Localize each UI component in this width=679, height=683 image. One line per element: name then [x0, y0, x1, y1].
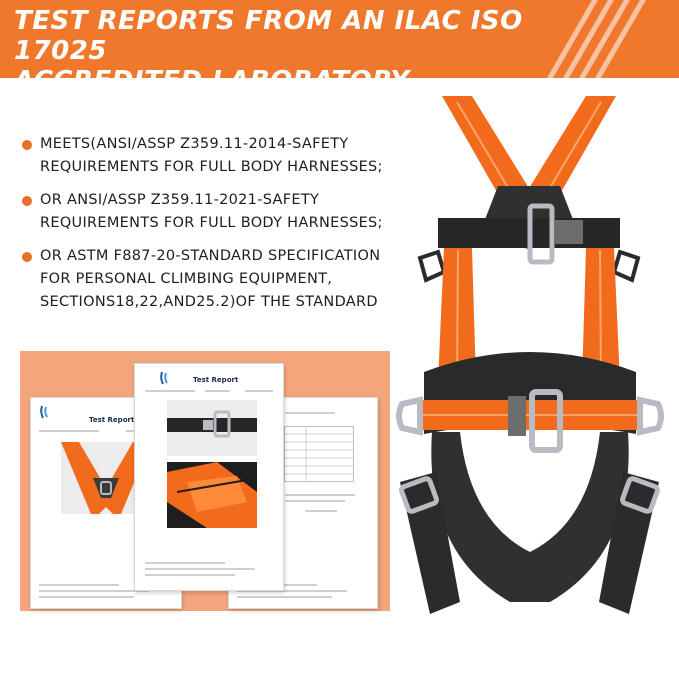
lab-logo-icon: [39, 404, 53, 420]
requirement-item: [22, 189, 422, 235]
text-line: [39, 590, 149, 592]
banner-title-line2: ACCREDITED LABORATORY: [14, 66, 410, 96]
text-line: [237, 596, 332, 598]
bullet-dot-icon: [22, 140, 32, 150]
text-line: [39, 430, 99, 432]
full-body-harness-image: [380, 82, 679, 682]
report-title: Test Report: [193, 376, 239, 384]
requirement-line: FOR PERSONAL CLIMBING EQUIPMENT,: [40, 271, 333, 287]
text-line: [145, 574, 235, 576]
side-d-ring-icon: [640, 400, 661, 432]
requirement-line: OR ASTM F887-20-STANDARD SPECIFICATION: [40, 248, 381, 264]
d-ring-icon: [420, 252, 444, 280]
text-line: [205, 390, 230, 392]
requirement-line: REQUIREMENTS FOR FULL BODY HARNESSES;: [40, 159, 383, 175]
bullet-dot-icon: [22, 196, 32, 206]
side-d-ring-icon: [399, 400, 420, 432]
test-report-document-center: [134, 363, 284, 591]
text-line: [305, 510, 337, 512]
text-line: [39, 584, 119, 586]
requirements-list: [22, 133, 422, 324]
header-banner: [0, 0, 679, 96]
requirement-line: REQUIREMENTS FOR FULL BODY HARNESSES;: [40, 215, 383, 231]
banner-title-line1: TEST REPORTS FROM AN ILAC ISO 17025: [14, 6, 523, 66]
requirement-item: [22, 133, 422, 179]
d-ring-icon: [614, 252, 638, 280]
text-line: [285, 494, 355, 496]
requirement-line: SECTIONS18,22,AND25.2)OF THE STANDARD: [40, 294, 378, 310]
requirement-line: OR ANSI/ASSP Z359.11-2021-SAFETY: [40, 192, 320, 208]
text-line: [145, 568, 255, 570]
lab-logo-icon: [159, 370, 173, 386]
results-table: [284, 426, 354, 482]
text-line: [39, 596, 134, 598]
report-title: Test Report: [89, 416, 135, 424]
text-line: [285, 412, 335, 414]
waist-belt-photo: [167, 400, 257, 456]
test-reports-panel: [20, 351, 390, 611]
leg-straps: [431, 432, 628, 602]
requirement-line: MEETS(ANSI/ASSP Z359.11-2014-SAFETY: [40, 136, 349, 152]
strap-closeup-photo: [167, 462, 257, 528]
bullet-dot-icon: [22, 252, 32, 262]
text-line: [145, 562, 225, 564]
text-line: [145, 390, 195, 392]
text-line: [245, 390, 273, 392]
requirement-item: [22, 245, 422, 314]
text-line: [285, 500, 345, 502]
